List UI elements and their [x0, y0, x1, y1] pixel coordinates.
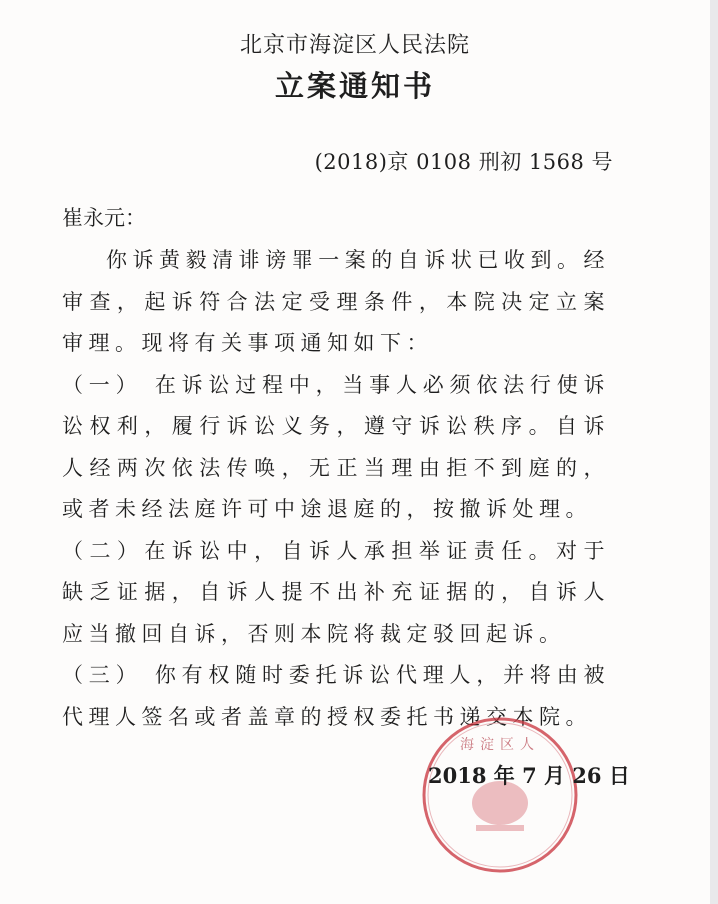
item-one: （一） 在诉讼过程中，当事人必须依法行使诉讼权利，履行诉讼义务，遵守诉讼秩序。自诉人经两次依法传唤，无正当理由拒不到庭的，或者未经法庭许可中途退庭的，按撤诉处理。 [62, 372, 610, 521]
court-seal-stamp [420, 715, 580, 875]
court-name: 北京市海淀区人民法院 [239, 33, 470, 58]
case-number: (2018)京 0108 刑初 1568 号 [314, 150, 613, 174]
document-body [62, 240, 610, 738]
page-edge [710, 0, 718, 904]
salutation: 崔永元： [62, 206, 146, 230]
item-three: （三） 你有权随时委托诉讼代理人，并将由被代理人签名或者盖章的授权委托书递交本院。 [62, 663, 610, 729]
document-title: 立案通知书 [274, 69, 435, 103]
issue-date: 2018 年 7 月 26 日 [428, 763, 630, 788]
item-two: （二）在诉讼中，自诉人承担举证责任。对于缺乏证据，自诉人提不出补充证据的，自诉人应当撤回自诉，否则本院将裁定驳回起诉。 [62, 538, 610, 646]
intro-paragraph: 你诉黄毅清诽谤罪一案的自诉状已收到。经审查，起诉符合法定受理条件，本院决定立案审理。现将有关事项通知如下： [62, 248, 610, 355]
svg-text:海淀区人: 海淀区人 [460, 737, 540, 753]
